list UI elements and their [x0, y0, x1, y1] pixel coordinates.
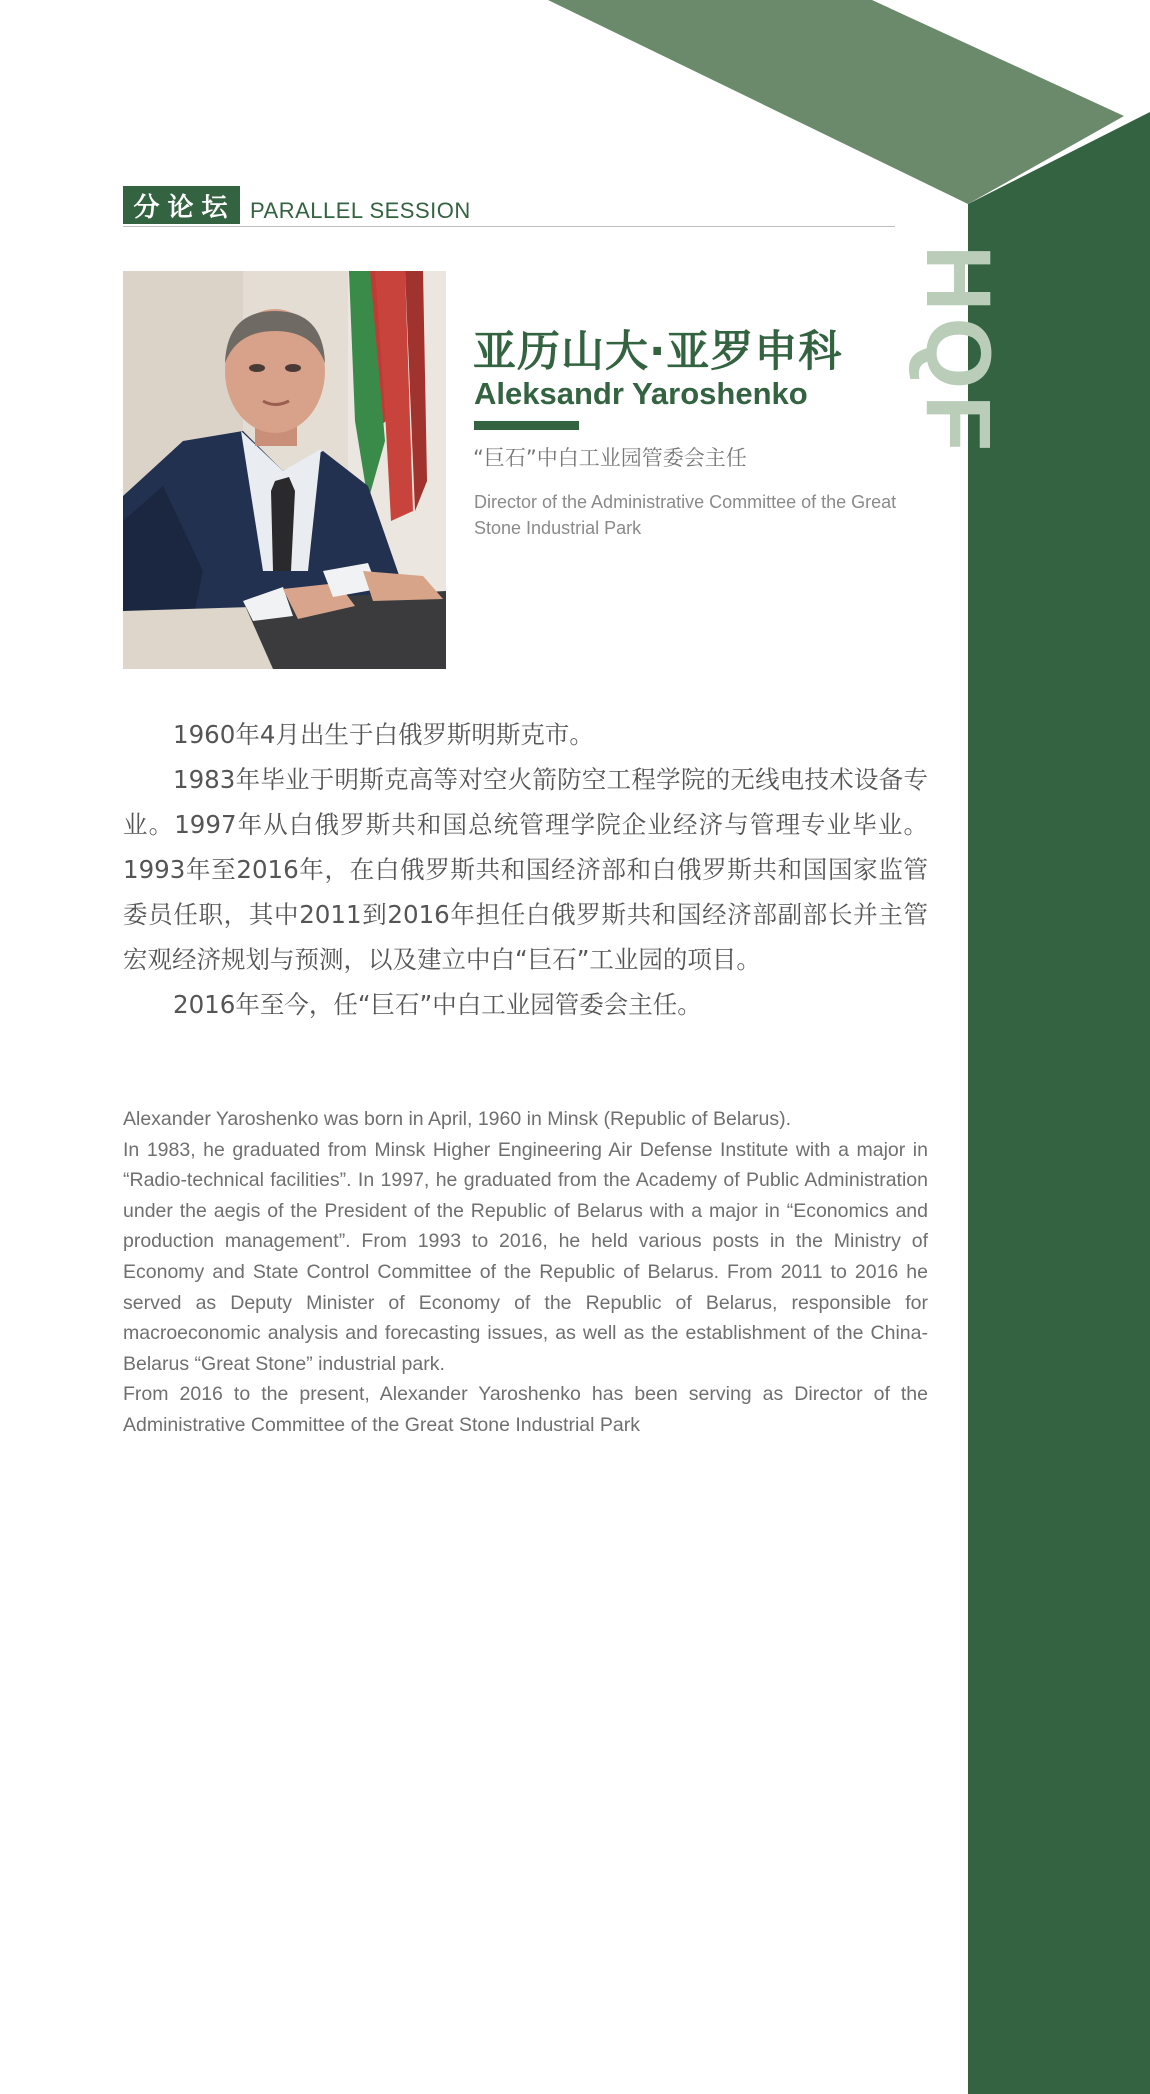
- brand-wordmark: HQF: [907, 245, 1009, 458]
- bio-cn-paragraph: 1960年4月出生于白俄罗斯明斯克市。: [173, 720, 594, 749]
- biography-cn: [123, 712, 928, 1027]
- speaker-photo: [123, 271, 446, 669]
- bio-cn-paragraph: 1983年毕业于明斯克高等对空火箭防空工程学院的无线电技术设备专业。1997年从白俄罗斯共和国总统管理学院企业经济与管理专业毕业。1993年至2016年，在白俄罗斯共和国经济部和白俄罗斯共和国国家监管委员任职，其中2011到2016年担任白俄罗斯共和国经济部副部长并主管宏观经济规划与预测，以及建立中白“巨石”工业园的项目。: [123, 765, 928, 974]
- speaker-title-cn: “巨石”中白工业园管委会主任: [473, 446, 747, 470]
- bio-en-paragraph: Alexander Yaroshenko was born in April, 1960 in Minsk (Republic of Belarus).: [123, 1108, 792, 1130]
- bio-en-paragraph: From 2016 to the present, Alexander Yaroshenko has been serving as Director of the Administrative Committee of the Great Stone Industrial Park: [123, 1383, 928, 1436]
- speaker-title-en: Director of the Administrative Committee of the Great Stone Industrial Park: [474, 492, 897, 538]
- bio-cn-paragraph: 2016年至今，任“巨石”中白工业园管委会主任。: [173, 990, 702, 1019]
- session-label-cn: 分论坛: [123, 186, 240, 224]
- speaker-name-cn: 亚历山大·亚罗申科: [473, 327, 843, 377]
- biography-en: [123, 1104, 928, 1441]
- speaker-name-en: Aleksandr Yaroshenko: [474, 376, 808, 411]
- bio-en-paragraph: In 1983, he graduated from Minsk Higher Engineering Air Defense Institute with a major in “Radio-technical facilities”. In 1997, he graduated from the Academy of Public Administration under the aegis of the President of the Republic of Belarus with a major in “Economics and production management”. From 1993 to 2016, he held various posts in the Ministry of Economy and State Control Committee of the Republic of Belarus. From 2011 to 2016 he served as Deputy Minister of Economy of the Republic of Belarus, responsible for macroeconomic analysis and forecasting issues, as well as the establishment of the China-Belarus “Great Stone” industrial park.: [123, 1138, 928, 1375]
- name-underline-bar: [474, 421, 579, 430]
- session-header: [123, 185, 895, 227]
- session-label-en: PARALLEL SESSION: [250, 198, 471, 223]
